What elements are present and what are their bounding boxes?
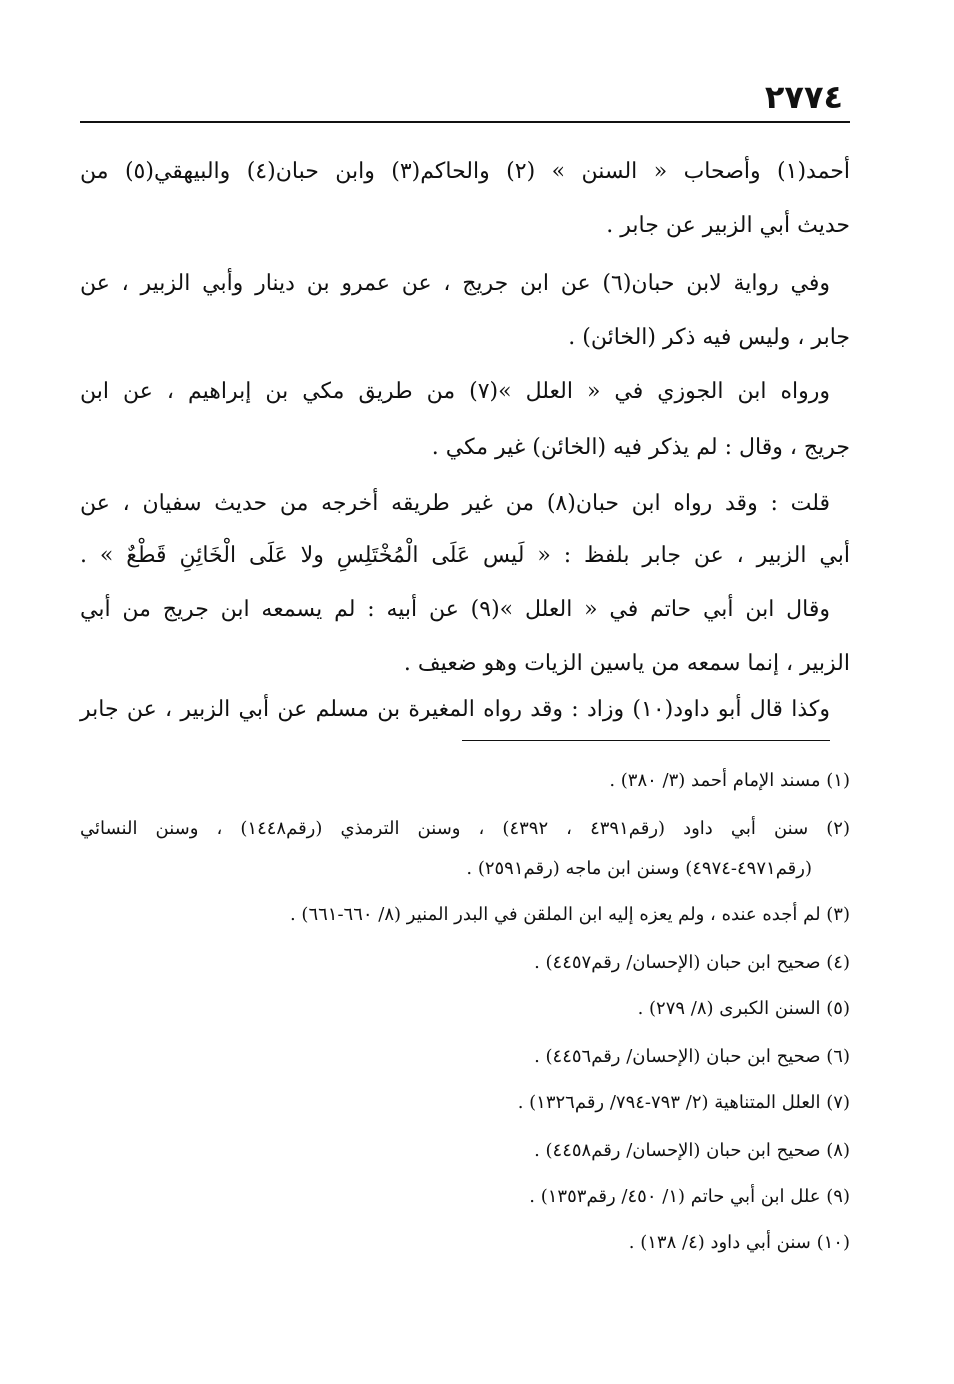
body-line: وفي رواية لابن حبان(٦) عن ابن جريج ، عن عمرو بن دينار وأبي الزبير ، عن: [80, 271, 830, 296]
footnote: (٩) علل ابن أبي حاتم (١/ ٤٥٠/ رقم١٣٥٣) .: [529, 1186, 850, 1207]
footnote: (٢) سنن أبي داود (رقم٤٣٩١ ، ٤٣٩٢) ، وسنن الترمذي (رقم١٤٤٨) ، وسنن النسائي: [80, 818, 850, 839]
footnote: (رقم٤٩٧١-٤٩٧٤) وسنن ابن ماجه (رقم٢٥٩١) .: [466, 858, 812, 879]
footnote: (٦) صحيح ابن حبان (الإحسان/ رقم٤٤٥٦) .: [534, 1046, 850, 1067]
body-line: أحمد(١) وأصحاب « السنن » (٢) والحاكم(٣) وابن حبان(٤) والبيهقي(٥) من: [80, 159, 851, 184]
body-line: أبي الزبير ، عن جابر بلفظ : « لَيس عَلَى الْمُخْتَلِسِ ولا عَلَى الْخَائِنِ قَطْعٌ » .: [80, 543, 850, 568]
body-line: وكذا قال أبو داود(١٠) وزاد : وقد رواه المغيرة بن مسلم عن أبي الزبير ، عن جابر: [80, 697, 830, 722]
footnote: (١) مسند الإمام أحمد (٣/ ٣٨٠) .: [609, 770, 850, 791]
body-line: قلت : وقد رواه ابن حبان(٨) من غير طريقه أخرجه من حديث سفيان ، عن: [80, 491, 830, 516]
footnote: (٣) لم أجده عنده ، ولم يعزه إليه ابن الملقن في البدر المنير (٨/ ٦٦٠-٦٦١) .: [289, 904, 850, 925]
footnote-rule: [462, 740, 830, 741]
footnote: (٤) صحيح ابن حبان (الإحسان/ رقم٤٤٥٧) .: [534, 952, 850, 973]
footnote: (٥) السنن الكبرى (٨/ ٢٧٩) .: [637, 998, 850, 1019]
page-number: ٢٧٧٤: [764, 78, 843, 116]
body-line: حديث أبي الزبير عن جابر .: [606, 213, 850, 238]
footnote: (٧) العلل المتناهية (٢/ ٧٩٣-٧٩٤/ رقم١٣٢٦) .: [517, 1092, 850, 1113]
body-line: جريج ، وقال : لم يذكر فيه (الخائن) غير مكي .: [431, 435, 850, 460]
header-rule: [80, 121, 850, 123]
body-line: جابر ، وليس فيه ذكر (الخائن) .: [568, 325, 850, 350]
body-line: ورواه ابن الجوزي في « العلل »(٧) من طريق مكي بن إبراهيم ، عن ابن: [80, 379, 830, 404]
footnote: (٨) صحيح ابن حبان (الإحسان/ رقم٤٤٥٨) .: [534, 1140, 850, 1161]
body-line: الزبير ، إنما سمعه من ياسين الزيات وهو ضعيف .: [403, 651, 850, 676]
footnote: (١٠) سنن أبي داود (٤/ ١٣٨) .: [628, 1232, 850, 1253]
body-line: وقال ابن أبي حاتم في « العلل »(٩) عن أبيه : لم يسمعه ابن جريج من أبي: [80, 597, 830, 622]
